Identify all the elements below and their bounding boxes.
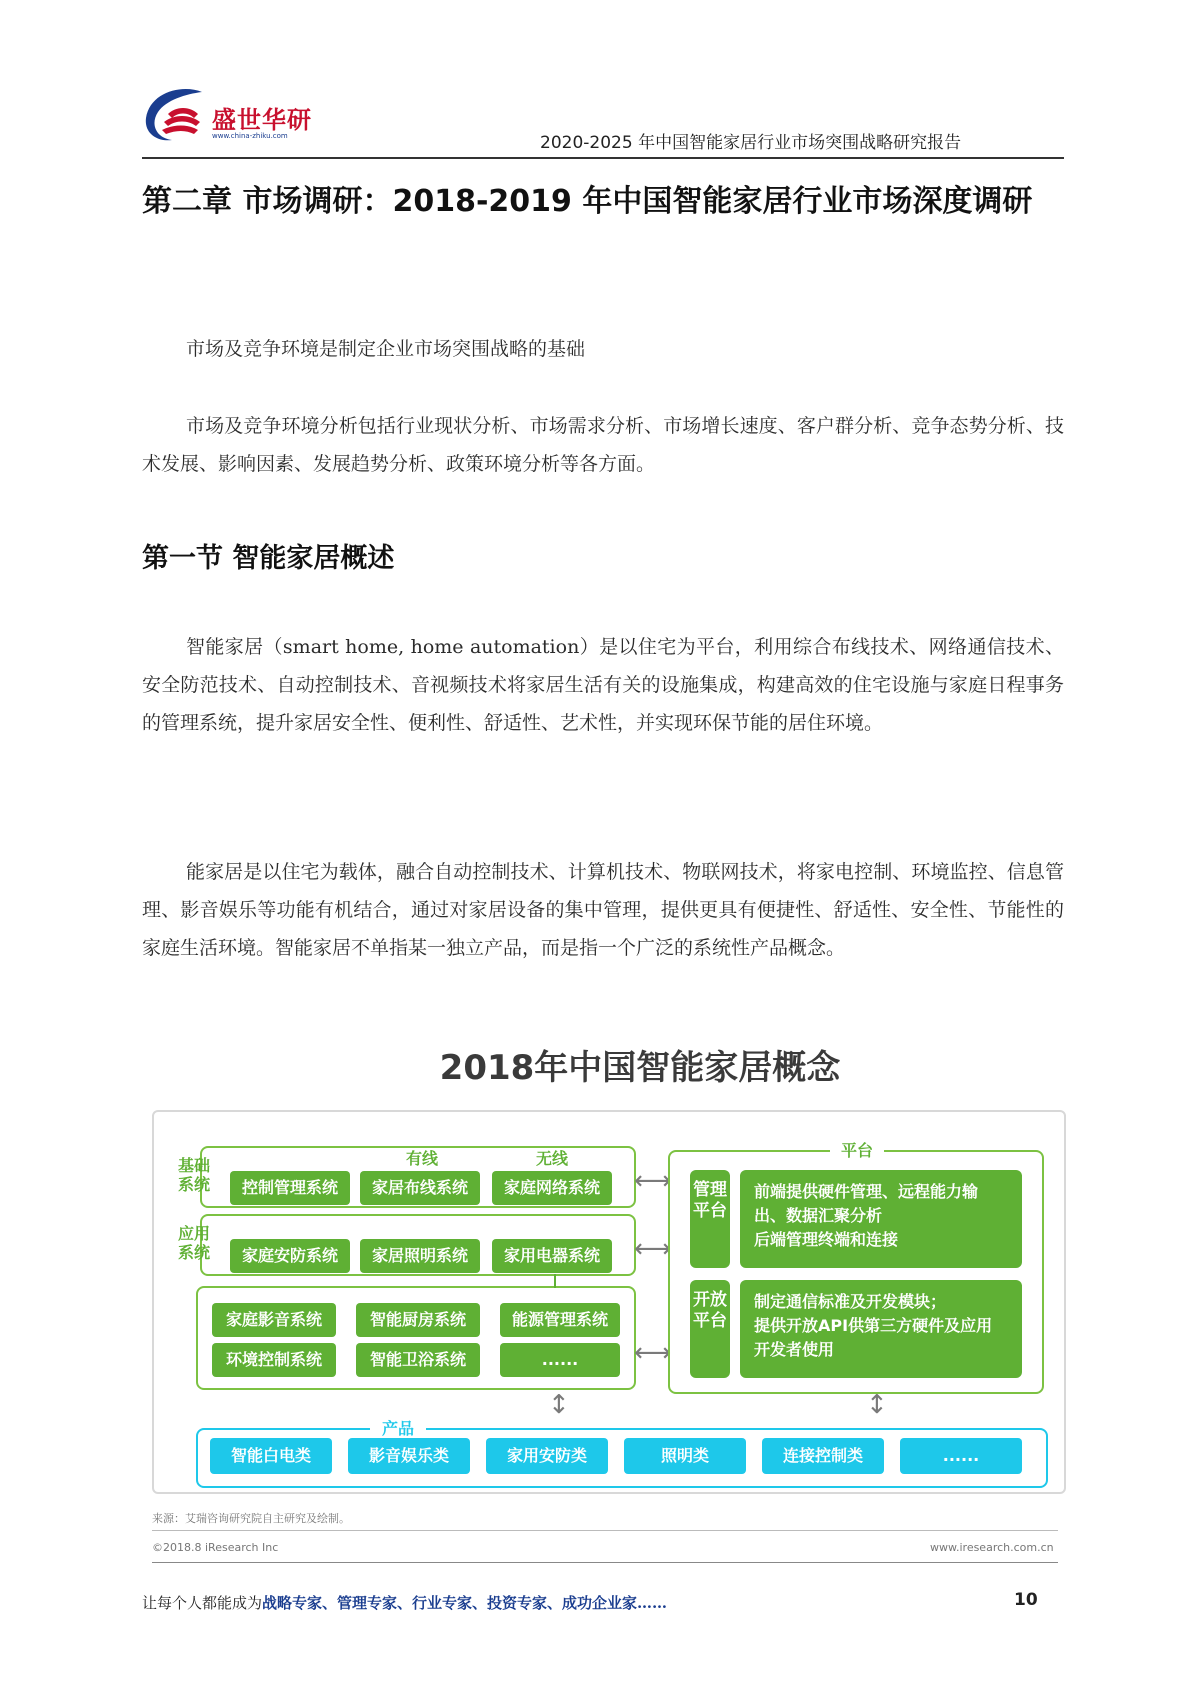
product-category-box: ...... bbox=[900, 1438, 1022, 1474]
label-basic-systems: 基础系统 bbox=[178, 1156, 211, 1194]
application-system-box: 家居照明系统 bbox=[360, 1239, 480, 1273]
product-category-box: 照明类 bbox=[624, 1438, 746, 1474]
product-category-box: 智能白电类 bbox=[210, 1438, 332, 1474]
application-system-box: 家用电器系统 bbox=[492, 1239, 612, 1273]
brand-name: 盛世华研 bbox=[212, 105, 312, 134]
page-number: 10 bbox=[1014, 1590, 1038, 1610]
extended-system-box: 家庭影音系统 bbox=[212, 1303, 336, 1337]
footer-divider bbox=[152, 1562, 1058, 1563]
basic-system-box: 家庭网络系统 bbox=[492, 1171, 612, 1205]
footer-slogan bbox=[142, 1592, 667, 1613]
company-logo bbox=[142, 84, 212, 146]
footer-slogan-prefix: 让每个人都能成为 bbox=[142, 1594, 263, 1612]
label-wired: 有线 bbox=[406, 1149, 439, 1168]
product-category-box: 连接控制类 bbox=[762, 1438, 884, 1474]
connector-line bbox=[554, 1274, 556, 1288]
open-platform-tab: 开放平台 bbox=[690, 1280, 730, 1378]
report-title: 2020-2025 年中国智能家居行业市场突围战略研究报告 bbox=[540, 133, 962, 153]
open-platform-description: 制定通信标准及开发模块； 提供开放API供第三方硬件及应用开发者使用 bbox=[740, 1280, 1022, 1378]
basic-system-box: 家居布线系统 bbox=[360, 1171, 480, 1205]
label-platform: 平台 bbox=[830, 1138, 884, 1161]
label-wireless: 无线 bbox=[536, 1149, 569, 1168]
extended-system-box: 智能厨房系统 bbox=[356, 1303, 480, 1337]
label-application-systems: 应用系统 bbox=[178, 1224, 211, 1262]
product-category-box: 影音娱乐类 bbox=[348, 1438, 470, 1474]
brand-url: www.china-zhiku.com bbox=[212, 132, 288, 140]
management-platform-tab: 管理平台 bbox=[690, 1170, 730, 1268]
extended-system-box: 能源管理系统 bbox=[500, 1303, 620, 1337]
figure-divider bbox=[152, 1530, 1058, 1531]
vertical-double-arrow-icon: ↕ bbox=[548, 1390, 570, 1420]
header-divider bbox=[142, 157, 1064, 159]
label-products: 产品 bbox=[370, 1416, 426, 1439]
double-arrow-icon: ⟷ bbox=[634, 1234, 672, 1264]
figure-copyright: ©2018.8 iResearch Inc bbox=[152, 1541, 279, 1554]
paragraph-definition: 智能家居（smart home, home automation）是以住宅为平台，利用综合布线技术、网络通信技术、安全防范技术、自动控制技术、音视频技术将家居生活有关的设施集成，构建高效的住宅设施与家庭日程事务的管理系统，提升家居安全性、便利性、舒适性、艺术性，并实现环保节能的居住环境。 bbox=[142, 636, 1064, 734]
footer-slogan-roles: 战略专家、管理专家、行业专家、投资专家、成功企业家…… bbox=[262, 1594, 668, 1612]
management-platform-description: 前端提供硬件管理、远程能力输出、数据汇聚分析 后端管理终端和连接 bbox=[740, 1170, 1022, 1268]
product-category-box: 家用安防类 bbox=[486, 1438, 608, 1474]
chapter-title: 第二章 市场调研：2018-2019 年中国智能家居行业市场深度调研 bbox=[142, 184, 1033, 219]
double-arrow-icon: ⟷ bbox=[634, 1166, 672, 1196]
double-arrow-icon: ⟷ bbox=[634, 1338, 672, 1368]
vertical-double-arrow-icon: ↕ bbox=[866, 1390, 888, 1420]
extended-system-box: 智能卫浴系统 bbox=[356, 1343, 480, 1377]
extended-system-box: 环境控制系统 bbox=[212, 1343, 336, 1377]
figure-website: www.iresearch.com.cn bbox=[930, 1541, 1054, 1554]
basic-system-box: 控制管理系统 bbox=[230, 1171, 350, 1205]
figure-source: 来源：艾瑞咨询研究院自主研究及绘制。 bbox=[152, 1512, 350, 1525]
figure-title: 2018年中国智能家居概念 bbox=[439, 1048, 841, 1088]
extended-system-box: ...... bbox=[500, 1343, 620, 1377]
application-system-box: 家庭安防系统 bbox=[230, 1239, 350, 1273]
section-title: 第一节 智能家居概述 bbox=[142, 543, 395, 574]
paragraph-scope: 市场及竞争环境分析包括行业现状分析、市场需求分析、市场增长速度、客户群分析、竞争态势分析、技术发展、影响因素、发展趋势分析、政策环境分析等各方面。 bbox=[142, 415, 1064, 475]
paragraph-intro: 市场及竞争环境是制定企业市场突围战略的基础 bbox=[186, 338, 586, 360]
paragraph-description: 能家居是以住宅为载体，融合自动控制技术、计算机技术、物联网技术，将家电控制、环境监控、信息管理、影音娱乐等功能有机结合，通过对家居设备的集中管理，提供更具有便捷性、舒适性、安全性、节能性的家庭生活环境。智能家居不单指某一独立产品，而是指一个广泛的系统性产品概念。 bbox=[142, 861, 1064, 959]
